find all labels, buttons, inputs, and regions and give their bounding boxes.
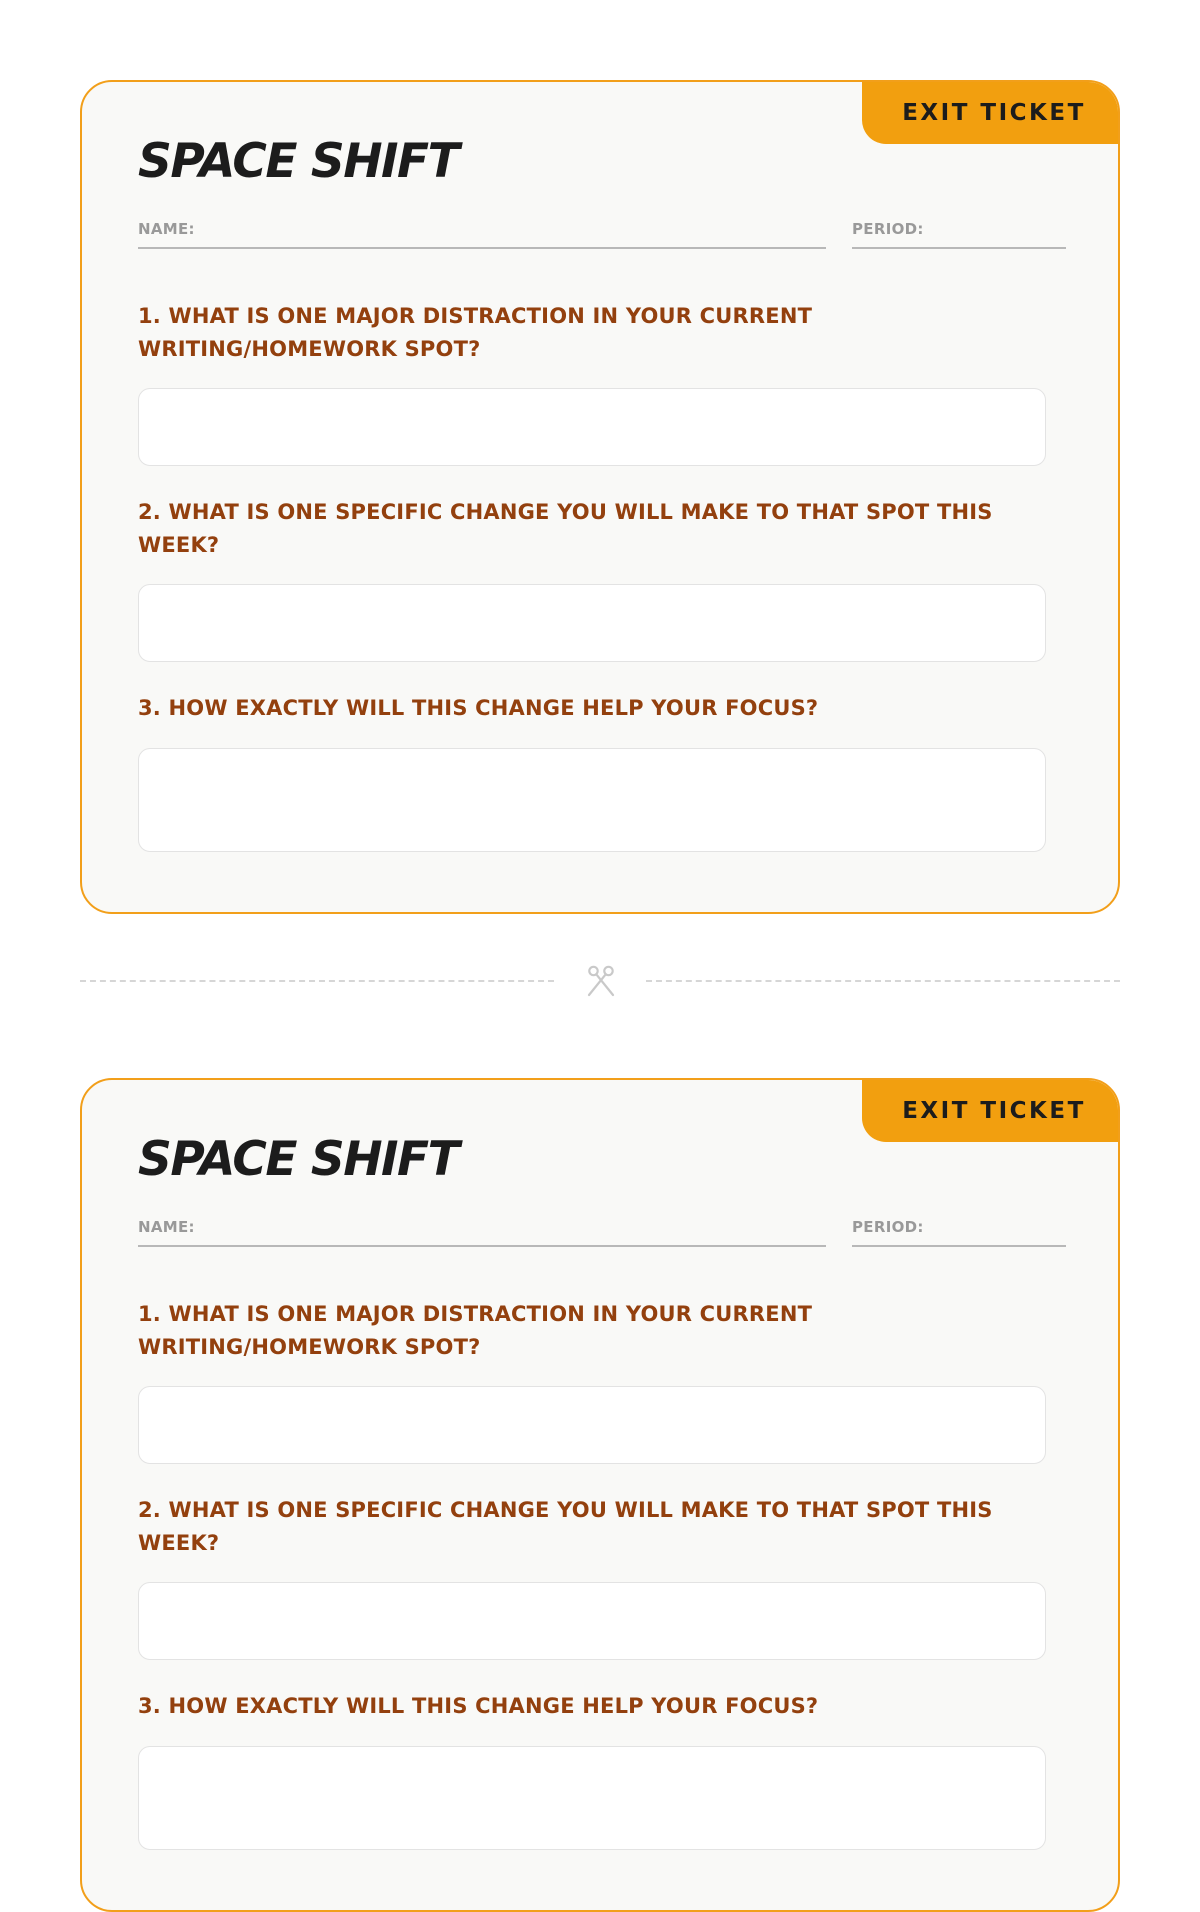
question-2: 2. WHAT IS ONE SPECIFIC CHANGE YOU WILL MAKE TO THAT SPOT THIS WEEK? bbox=[138, 500, 993, 557]
question-3: 3. HOW EXACTLY WILL THIS CHANGE HELP YOUR FOCUS? bbox=[138, 696, 819, 720]
exit-ticket-card bbox=[80, 1078, 1120, 1912]
exit-ticket-card bbox=[80, 80, 1120, 914]
answer-2-input[interactable] bbox=[138, 584, 1046, 662]
answer-2-input[interactable] bbox=[138, 1582, 1046, 1660]
answer-3-input[interactable] bbox=[138, 748, 1046, 852]
answer-1-input[interactable] bbox=[138, 1386, 1046, 1464]
name-field[interactable] bbox=[138, 220, 826, 249]
answer-1-input[interactable] bbox=[138, 388, 1046, 466]
period-field[interactable] bbox=[852, 1218, 1066, 1247]
question-1: 1. WHAT IS ONE MAJOR DISTRACTION IN YOUR CURRENT WRITING/HOMEWORK SPOT? bbox=[138, 304, 813, 361]
name-label: NAME: bbox=[138, 220, 195, 238]
cut-line-divider bbox=[80, 966, 1120, 996]
question-3: 3. HOW EXACTLY WILL THIS CHANGE HELP YOUR FOCUS? bbox=[138, 1694, 819, 1718]
ticket-title: SPACE SHIFT bbox=[138, 134, 459, 189]
cut-line-left bbox=[80, 980, 554, 982]
exit-ticket-badge: EXIT TICKET bbox=[862, 1080, 1118, 1142]
ticket-title: SPACE SHIFT bbox=[138, 1132, 459, 1187]
period-field[interactable] bbox=[852, 220, 1066, 249]
cut-line-right bbox=[646, 980, 1120, 982]
name-label: NAME: bbox=[138, 1218, 195, 1236]
answer-3-input[interactable] bbox=[138, 1746, 1046, 1850]
period-label: PERIOD: bbox=[852, 1218, 924, 1236]
scissors-icon bbox=[584, 964, 618, 998]
period-label: PERIOD: bbox=[852, 220, 924, 238]
question-1: 1. WHAT IS ONE MAJOR DISTRACTION IN YOUR CURRENT WRITING/HOMEWORK SPOT? bbox=[138, 1302, 813, 1359]
name-field[interactable] bbox=[138, 1218, 826, 1247]
exit-ticket-badge: EXIT TICKET bbox=[862, 82, 1118, 144]
question-2: 2. WHAT IS ONE SPECIFIC CHANGE YOU WILL MAKE TO THAT SPOT THIS WEEK? bbox=[138, 1498, 993, 1555]
